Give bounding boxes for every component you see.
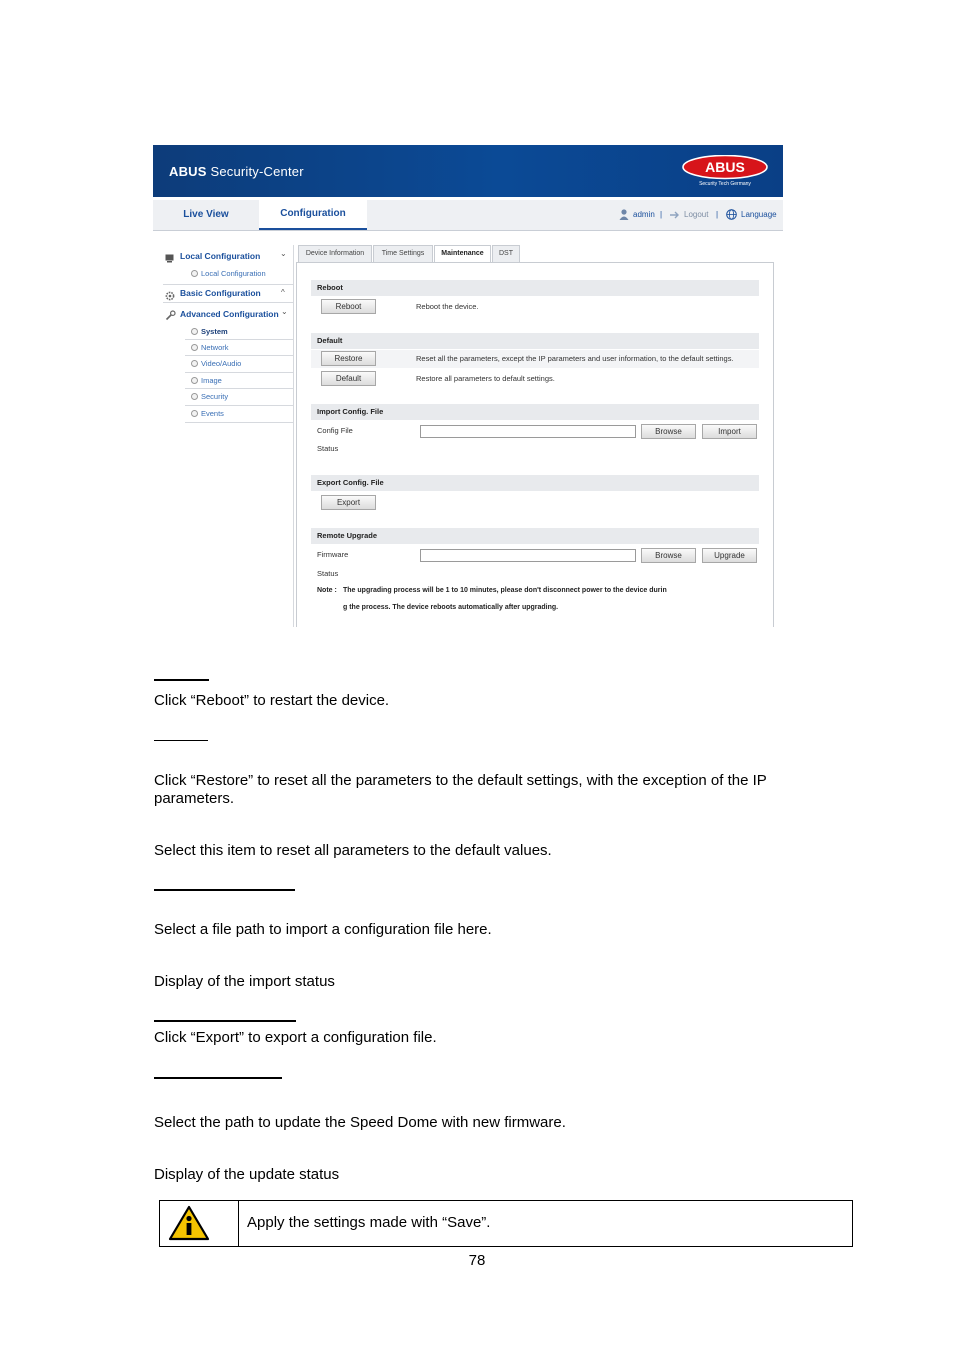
sidebar-item-local-configuration[interactable]: Local Configuration — [201, 269, 266, 278]
browse-firmware-button[interactable]: Browse — [641, 548, 696, 563]
sidebar-advanced-configuration[interactable]: Advanced Configuration — [180, 309, 279, 319]
bullet-icon — [191, 270, 198, 277]
gear-icon — [165, 288, 175, 298]
bullet-icon — [191, 360, 198, 367]
reboot-description: Reboot the device. — [416, 302, 479, 311]
app-header — [153, 145, 783, 197]
para-firmware: Select the path to update the Speed Dome with new firmware. — [154, 1114, 566, 1131]
upgrade-note-line1: The upgrading process will be 1 to 10 minutes, please don't disconnect power to the device durin — [343, 587, 667, 594]
export-button[interactable]: Export — [321, 495, 376, 510]
bullet-icon — [191, 393, 198, 400]
bullet-icon — [191, 344, 198, 351]
info-note-text: Apply the settings made with “Save”. — [247, 1214, 491, 1231]
sidebar-item-network[interactable]: Network — [201, 343, 229, 352]
sidebar-divider — [185, 405, 293, 406]
para-update-status: Display of the update status — [154, 1166, 340, 1183]
config-file-input[interactable] — [420, 425, 636, 438]
heading-underline — [154, 740, 208, 741]
restore-button[interactable]: Restore — [321, 351, 376, 366]
user-icon — [619, 209, 629, 220]
sidebar-divider — [185, 339, 293, 340]
user-link[interactable]: admin — [633, 210, 655, 219]
sidebar-basic-configuration[interactable]: Basic Configuration — [180, 288, 261, 298]
import-section-header: Import Config. File — [311, 404, 759, 420]
export-section-header: Export Config. File — [311, 475, 759, 491]
import-status-label: Status — [317, 444, 339, 453]
heading-underline — [154, 1020, 296, 1022]
heading-underline — [154, 679, 209, 681]
upgrade-note-line2: g the process. The device reboots automatically after upgrading. — [343, 604, 559, 611]
firmware-label: Firmware — [317, 550, 349, 559]
top-nav — [153, 200, 783, 231]
sidebar-divider — [185, 422, 293, 423]
firmware-input[interactable] — [420, 549, 636, 562]
default-button[interactable]: Default — [321, 371, 376, 386]
reboot-button[interactable]: Reboot — [321, 299, 376, 314]
chevron-down-icon[interactable]: ⌄ — [280, 249, 287, 258]
sidebar-border — [293, 245, 294, 627]
tab-configuration[interactable]: Configuration — [259, 200, 367, 230]
tab-maintenance[interactable]: Maintenance — [434, 245, 491, 263]
abus-logo — [681, 155, 769, 187]
info-box — [159, 1200, 853, 1247]
local-config-icon — [165, 250, 175, 260]
svg-text:ABUS: ABUS — [705, 159, 745, 175]
para-import-path: Select a file path to import a configuration file here. — [154, 921, 492, 938]
sidebar-divider — [163, 302, 293, 303]
info-box-divider — [238, 1201, 239, 1246]
bullet-icon — [191, 410, 198, 417]
wrench-icon — [165, 308, 176, 319]
para-import-status: Display of the import status — [154, 973, 335, 990]
upgrade-status-label: Status — [317, 569, 339, 578]
reboot-section-header: Reboot — [311, 280, 759, 296]
svg-text:Security Tech Germany: Security Tech Germany — [699, 181, 751, 187]
chevron-up-icon[interactable]: ^ — [281, 288, 285, 297]
logout-link[interactable]: Logout — [684, 210, 709, 219]
restore-description: Reset all the parameters, except the IP parameters and user information, to the default settings. — [416, 354, 734, 363]
language-link[interactable]: Language — [741, 210, 777, 219]
bullet-icon — [191, 328, 198, 335]
maintenance-panel — [296, 262, 774, 627]
heading-underline — [154, 889, 295, 891]
sidebar-item-system[interactable]: System — [201, 327, 228, 336]
default-section-header: Default — [311, 333, 759, 349]
nav-separator: | — [716, 210, 719, 219]
sidebar-item-video-audio[interactable]: Video/Audio — [201, 359, 242, 368]
config-file-label: Config File — [317, 426, 353, 435]
sidebar-divider — [185, 388, 293, 389]
page-number: 78 — [468, 1252, 486, 1269]
chevron-down-icon[interactable]: ⌄ — [281, 307, 288, 316]
sidebar-local-configuration[interactable]: Local Configuration — [180, 251, 261, 261]
upgrade-section-header: Remote Upgrade — [311, 528, 759, 544]
tab-dst[interactable]: DST — [492, 245, 520, 263]
para-restore: Click “Restore” to reset all the parameters to the default settings, with the exception of the IP parameters. — [154, 772, 767, 807]
sidebar-divider — [185, 372, 293, 373]
tab-time-settings[interactable]: Time Settings — [373, 245, 433, 263]
globe-icon — [726, 209, 737, 220]
logout-icon — [669, 211, 681, 219]
sidebar-item-image[interactable]: Image — [201, 376, 222, 385]
upgrade-button[interactable]: Upgrade — [702, 548, 757, 563]
sidebar-item-events[interactable]: Events — [201, 409, 224, 418]
upgrade-note-label: Note : — [317, 587, 337, 594]
sidebar-divider — [163, 284, 293, 285]
warning-info-icon — [168, 1205, 210, 1242]
nav-separator: | — [660, 210, 663, 219]
para-reboot: Click “Reboot” to restart the device. — [154, 692, 390, 709]
heading-underline — [154, 1077, 282, 1079]
web-ui-screenshot — [153, 145, 783, 627]
browse-config-button[interactable]: Browse — [641, 424, 696, 439]
sidebar-divider — [185, 355, 293, 356]
tab-device-information[interactable]: Device Information — [298, 245, 372, 263]
import-button[interactable]: Import — [702, 424, 757, 439]
tab-live-view[interactable]: Live View — [183, 209, 229, 220]
default-description: Restore all parameters to default settings. — [416, 374, 555, 383]
para-default: Select this item to reset all parameters to the default values. — [154, 842, 552, 859]
sidebar-item-security[interactable]: Security — [201, 392, 229, 401]
para-export: Click “Export” to export a configuration file. — [154, 1029, 437, 1046]
bullet-icon — [191, 377, 198, 384]
app-title: ABUS Security-Center — [169, 164, 304, 179]
